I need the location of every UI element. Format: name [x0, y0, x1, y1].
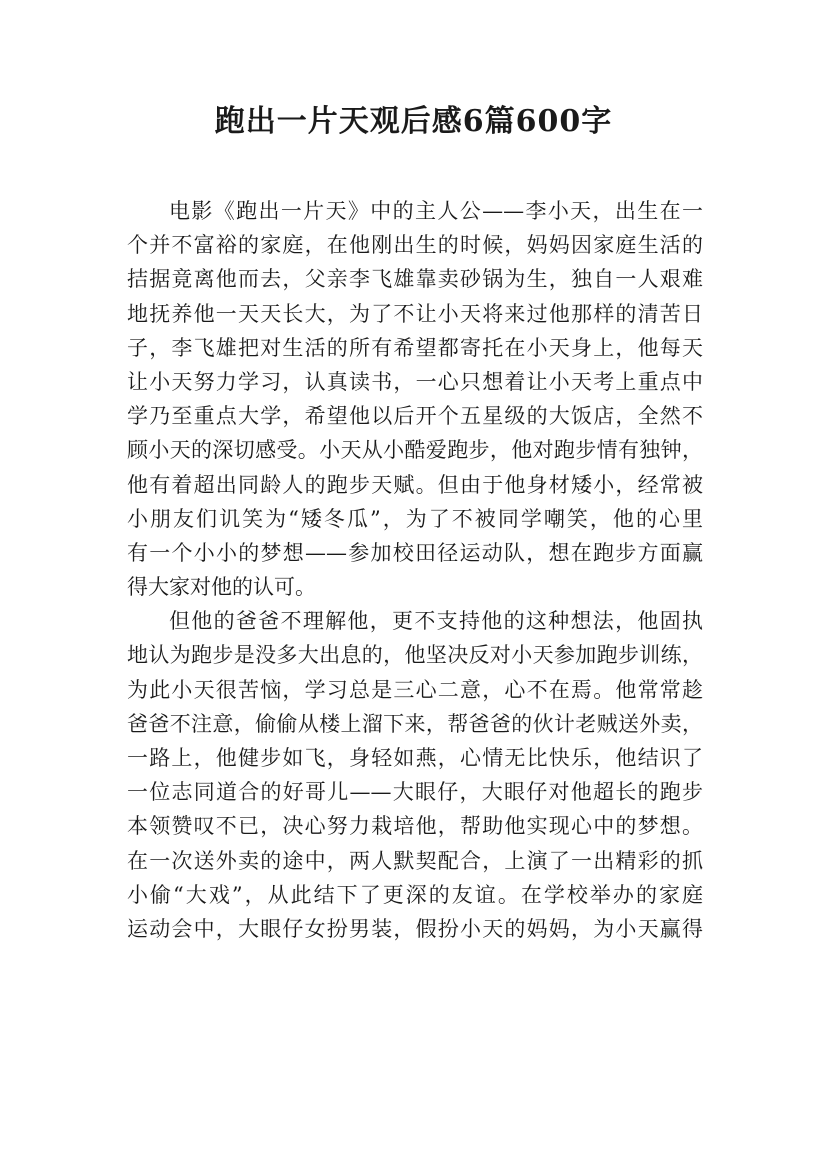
text-line: 地抚养他一天天长大，为了不让小天将来过他那样的清苦日 [127, 301, 703, 326]
text-line: 子，李飞雄把对生活的所有希望都寄托在小天身上，他每天 [127, 335, 703, 360]
text-line: 在一次送外卖的途中，两人默契配合，上演了一出精彩的抓 [127, 848, 703, 873]
text-line: 为此小天很苦恼，学习总是三心二意，心不在焉。他常常趁 [127, 677, 703, 702]
text-line: 学乃至重点大学，希望他以后开个五星级的大饭店，全然不 [127, 404, 703, 429]
text-line: 运动会中，大眼仔女扮男装，假扮小天的妈妈，为小天赢得 [127, 916, 703, 941]
text-line: 地认为跑步是没多大出息的，他坚决反对小天参加跑步训练， [127, 643, 703, 668]
text-line: 个并不富裕的家庭，在他刚出生的时候，妈妈因家庭生活的 [127, 233, 703, 258]
paragraph-2 [127, 604, 703, 946]
text-line: 但他的爸爸不理解他，更不支持他的这种想法，他固执 [169, 609, 703, 634]
text-line: 让小天努力学习，认真读书，一心只想着让小天考上重点中 [127, 369, 703, 394]
text-line: 一位志同道合的好哥儿——大眼仔，大眼仔对他超长的跑步 [127, 780, 703, 805]
text-line: 爸爸不注意，偷偷从楼上溜下来，帮爸爸的伙计老贼送外卖， [127, 711, 703, 736]
document-body [127, 194, 703, 946]
text-line: 拮据竟离他而去，父亲李飞雄靠卖砂锅为生，独自一人艰难 [127, 267, 703, 292]
text-line: 电影《跑出一片天》中的主人公——李小天，出生在一 [169, 199, 703, 223]
text-line: 得大家对他的认可。 [127, 575, 316, 600]
text-line: 小朋友们讥笑为“矮冬瓜”，为了不被同学嘲笑，他的心里 [127, 506, 703, 531]
text-line: 他有着超出同龄人的跑步天赋。但由于他身材矮小，经常被 [127, 472, 703, 497]
text-line: 本领赞叹不已，决心努力栽培他，帮助他实现心中的梦想。 [127, 814, 703, 839]
text-line: 一路上，他健步如飞，身轻如燕，心情无比快乐，他结识了 [127, 746, 703, 770]
paragraph-1 [127, 194, 703, 604]
text-line: 有一个小小的梦想——参加校田径运动队，想在跑步方面赢 [127, 540, 703, 565]
text-line: 顾小天的深切感受。小天从小酷爱跑步，他对跑步情有独钟， [127, 438, 703, 463]
text-line: 小偷“大戏”，从此结下了更深的友谊。在学校举办的家庭 [127, 882, 703, 907]
document-title: 跑出一片天观后感6篇600字 [214, 104, 613, 139]
